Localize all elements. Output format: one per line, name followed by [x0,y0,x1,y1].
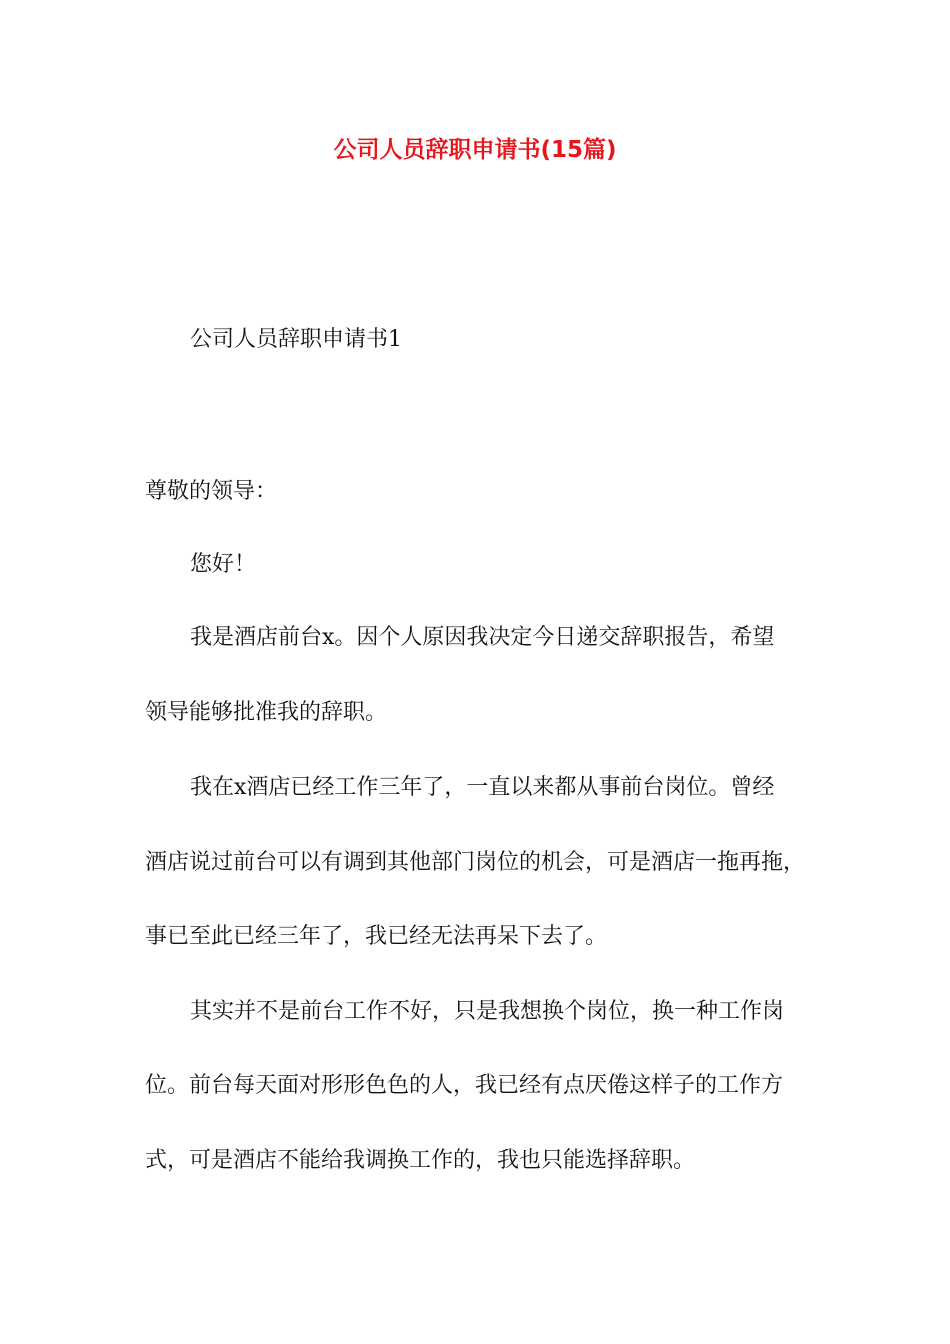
paragraph-3-line-3: 式，可是酒店不能给我调换工作的，我也只能选择辞职。 [145,1148,696,1173]
paragraph-1-line-2: 领导能够批准我的辞职。 [145,700,388,725]
greeting: 您好！ [190,552,257,577]
paragraph-2-line-1: 我在x酒店已经工作三年了，一直以来都从事前台岗位。曾经 [190,775,775,800]
paragraph-3-line-2: 位。前台每天面对形形色色的人，我已经有点厌倦这样子的工作方 [145,1073,784,1098]
paragraph-2-line-3: 事已至此已经三年了，我已经无法再呆下去了。 [145,924,608,949]
paragraph-3-line-1: 其实并不是前台工作不好，只是我想换个岗位，换一种工作岗 [190,999,785,1024]
paragraph-2-line-2: 酒店说过前台可以有调到其他部门岗位的机会，可是酒店一拖再拖， [145,850,806,875]
section-heading: 公司人员辞职申请书1 [190,327,402,352]
document-title: 公司人员辞职申请书(15篇) [333,137,617,163]
salutation: 尊敬的领导： [145,479,278,504]
paragraph-1-line-1: 我是酒店前台x。因个人原因我决定今日递交辞职报告，希望 [190,625,775,650]
